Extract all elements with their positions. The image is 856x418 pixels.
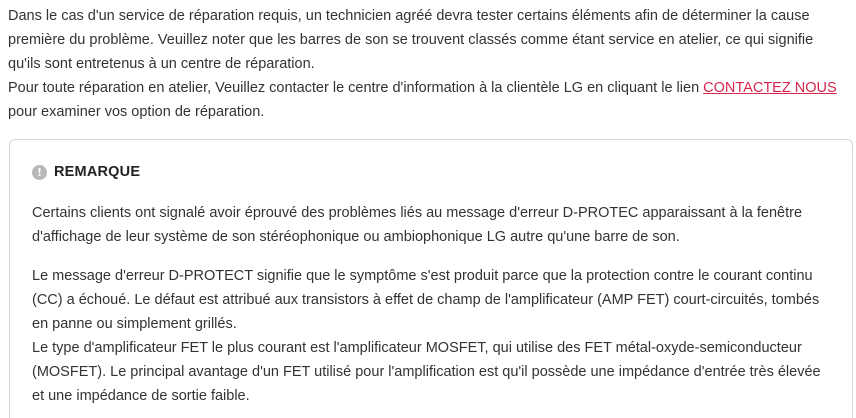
note-box bbox=[9, 139, 853, 418]
intro-paragraph-2 bbox=[8, 76, 848, 124]
note-paragraph-3: Le type d'amplificateur FET le plus courant est l'amplificateur MOSFET, qui utilise des FET métal-oxyde-semiconducteur (MOSFET). Le principal avantage d'un FET utilisé pour l'amplification est qu'il possède une impédance d'entrée très élevée et une impédance de sortie faible. bbox=[32, 340, 821, 404]
note-body bbox=[32, 201, 832, 408]
intro-paragraph-2-start: Pour toute réparation en atelier, Veuillez contacter le centre d'information à la clientèle LG en cliquant le lien bbox=[8, 80, 704, 96]
info-icon: ! bbox=[32, 165, 47, 180]
contact-us-link[interactable]: CONTACTEZ NOUS bbox=[703, 80, 837, 96]
intro-paragraph-2-end: pour examiner vos option de réparation. bbox=[8, 104, 265, 120]
note-title: REMARQUE bbox=[54, 164, 141, 180]
note-header bbox=[32, 164, 140, 180]
intro-text bbox=[8, 4, 848, 124]
note-paragraph-2: Le message d'erreur D-PROTECT signifie que le symptôme s'est produit parce que la protection contre le courant continu (CC) a échoué. Le défaut est attribué aux transistors à effet de champ de l'amplificateur (AMP FET) court-circuités, tombés en panne ou simplement grillés. bbox=[32, 268, 820, 332]
note-paragraph-1: Certains clients ont signalé avoir éprouvé des problèmes liés au message d'erreur D-PROTEC apparaissant à la fenêtre d'affichage de leur système de son stéréophonique ou ambiophonique LG autre qu'une barre de son. bbox=[32, 205, 803, 245]
intro-paragraph-1: Dans le cas d'un service de réparation requis, un technicien agréé devra tester certains éléments afin de déterminer la cause première du problème. Veuillez noter que les barres de son se trouvent classés comme étant service en atelier, ce qui signifie qu'ils sont entretenus à un centre de réparation. bbox=[8, 8, 814, 72]
